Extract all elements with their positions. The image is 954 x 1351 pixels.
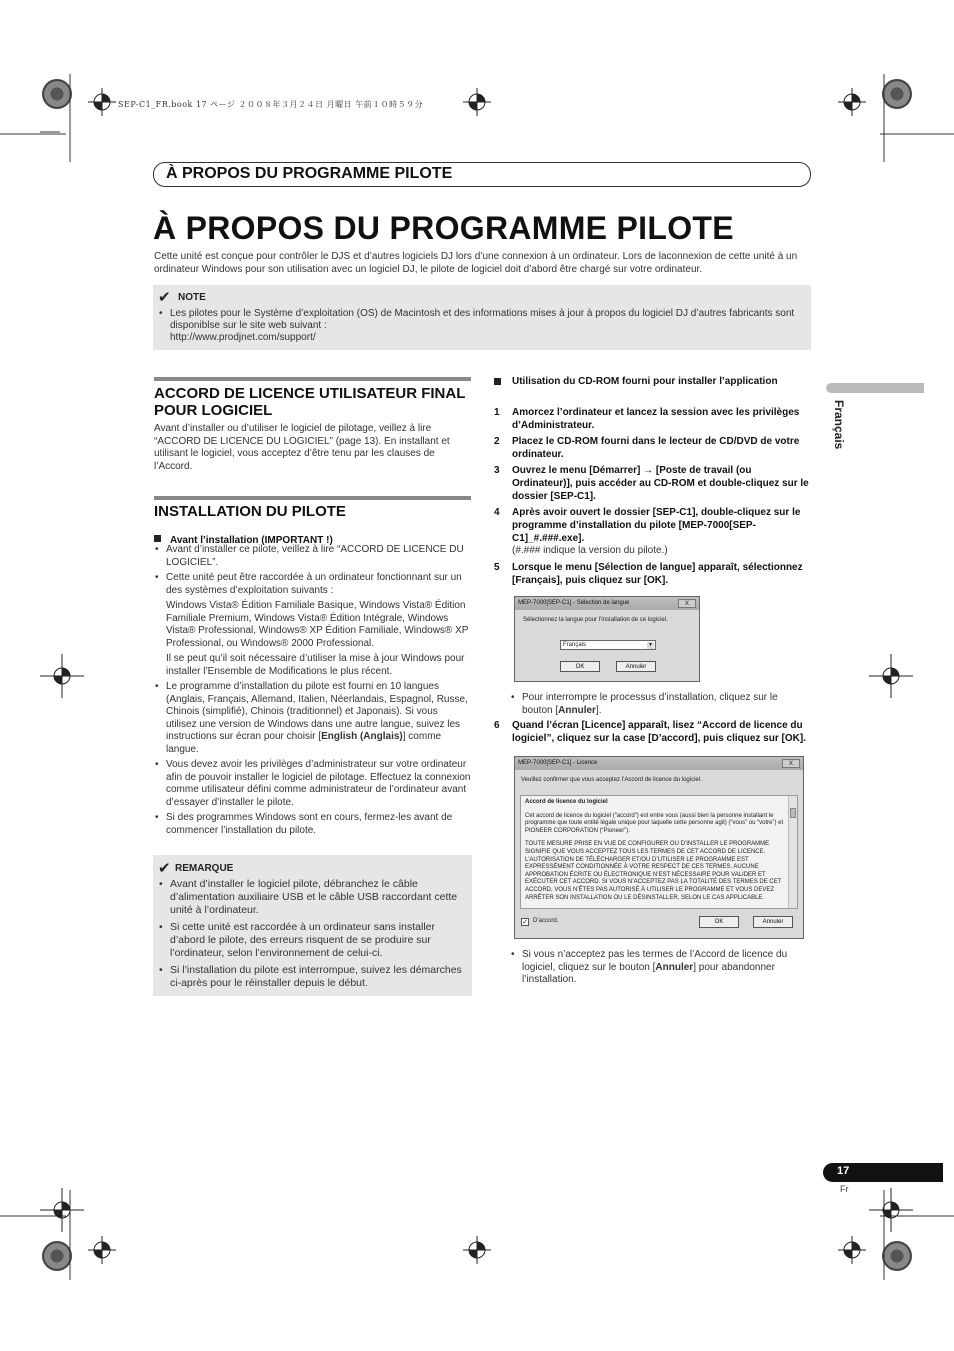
remark-label: REMARQUE [175, 863, 234, 874]
ok-button[interactable]: OK [699, 916, 739, 928]
step-4: 4 Après avoir ouvert le dossier [SEP-C1], double-cliquez sur le programme d’installation du pilote [MEP-7000[SEP-C1]_#.###.exe]. [494, 507, 801, 544]
check-icon: ✔ [158, 860, 171, 877]
cdrom-subhead: Utilisation du CD-ROM fourni pour installer l’application [494, 375, 810, 389]
agree-label: D’accord. [533, 918, 559, 924]
square-bullet-icon [494, 378, 501, 385]
note-label: NOTE [178, 292, 206, 303]
support-url: http://www.prodjnet.com/support/ [170, 332, 316, 343]
list-item: • Le programme d’installation du pilote est fourni en 10 langues (Anglais, Français, Allemand, Italien, Néerlandais, Espagnol, Russe, Chinois (simplifié), Chinois (traditionnel) et Japonais). Si vous utilisez une version de Windows dans une autre langue, suivez les instructions sur écran pour choisir [English (Anglais)] comme langue. [155, 681, 471, 756]
close-button[interactable]: X [782, 759, 800, 768]
os-note: Il se peut qu’il soit nécessaire d’utiliser la mise à jour Windows pour installer l’Ensemble de Modifications le plus récent. [166, 653, 465, 677]
note-text: Les pilotes pour le Système d’exploitation (OS) de Macintosh et des informations mises à jour à propos du logiciel DJ d’autres fabricants sont disponiblse sur le site web suivant : [170, 308, 795, 331]
steps-1-5 [494, 406, 812, 587]
step-5-note: • Pour interrompre le processus d’installation, cliquez sur le bouton [Annuler]. [511, 692, 811, 717]
ok-button[interactable]: OK [560, 661, 600, 672]
dialog-title: MEP-7000[SEP-C1] - Sélection de langue [515, 597, 699, 610]
step-2: 2 Placez le CD-ROM fourni dans le lecteur de CD/DVD de votre ordinateur. [494, 436, 800, 460]
language-tab [832, 400, 846, 470]
install-list [155, 544, 471, 837]
close-button[interactable]: X [678, 599, 696, 608]
section-rule [154, 377, 471, 381]
cancel-button[interactable]: Annuler [753, 916, 793, 928]
os-list: Windows Vista® Édition Familiale Basique, Windows Vista® Édition Familiale Premium, Windows Vista® Édition Intégrale, Windows Vista® Professional, Windows® XP Édition Familiale, Windows® XP Professional, ou Windows® 2000 Professional. [166, 600, 469, 649]
licence-body: Avant d’installer ou d’utiliser le logiciel de pilotage, veillez à lire “ACCORD DE LICENCE DU LOGICIEL” (page 13). En installant et utilisant le logiciel, vous acceptez d’être tenu par les clauses de l’Accord. [154, 423, 450, 472]
language-dialog [514, 596, 700, 682]
section-rule [154, 496, 471, 500]
section-header [153, 162, 811, 187]
chevron-down-icon: ▼ [648, 642, 653, 648]
note-box [153, 285, 811, 350]
dialog-prompt: Sélectionnez la langue pour l’installation de ce logiciel. [523, 617, 668, 623]
step-6-note: • Si vous n’acceptez pas les termes de l’Accord de licence du logiciel, cliquez sur le bouton [Annuler] pour abandonner l’installation. [511, 949, 811, 987]
file-header: SEP-C1_FR.book 17 ページ ２００８年３月２４日 月曜日 午前１０時５９分 [118, 100, 424, 109]
install-subhead: Avant l’installation (IMPORTANT !) [154, 530, 333, 548]
note-bullet [159, 308, 799, 344]
remark-item: • Si cette unité est raccordée à un ordinateur sans installer d’abord le pilote, des erreurs risquent de se produire sur l’ordinateur, selon l’environnement de celui-ci. [159, 921, 464, 960]
step-5: 5 Lorsque le menu [Sélection de langue] apparaît, sélectionnez [Français], puis cliquez sur [OK]. [494, 561, 803, 586]
square-bullet-icon [154, 535, 161, 542]
remark-box [153, 855, 472, 996]
licence-text-area[interactable] [520, 795, 798, 909]
language-tab-bar [826, 383, 924, 393]
page-number-tab [823, 1163, 943, 1182]
intro-paragraph: Cette unité est conçue pour contrôler le DJS et d’autres logiciels DJ lors d’une connexion à un ordinateur. Lors de laconnexion de cette unité à un ordinateur Windows pour son utilisation avec un logiciel DJ, le pilote de logiciel doit d’abord être chargé sur votre ordinateur. [154, 251, 798, 275]
step-4-note: (#.### indique la version du pilote.) [512, 545, 668, 556]
cancel-button[interactable]: Annuler [616, 661, 656, 672]
agree-checkbox[interactable]: ✓ [522, 919, 528, 926]
list-item: • Si des programmes Windows sont en cours, fermez-les avant de commencer l’installation du pilote. [155, 812, 471, 837]
licence-heading: ACCORD DE LICENCE UTILISATEUR FINAL POUR LOGICIEL [154, 385, 466, 419]
scrollbar[interactable] [788, 796, 797, 908]
install-heading: INSTALLATION DU PILOTE [154, 503, 346, 520]
licence-heading: Accord de licence du logiciel [525, 799, 608, 805]
remark-item: • Si l’installation du pilote est interrompue, suivez les démarches ci-après pour le réinstaller depuis le début. [159, 964, 464, 990]
step-3: 3 Ouvrez le menu [Démarrer] → [Poste de travail (ou Ordinateur)], puis accéder au CD-ROM et double-cliquez sur le dossier [SEP-C1]. [494, 465, 809, 502]
step-1: 1 Amorcez l’ordinateur et lancez la session avec les privilèges d’Administrateur. [494, 407, 800, 431]
language-tab-label: Français [832, 400, 846, 450]
page-number: 17 [837, 1165, 850, 1177]
step-6: 6 Quand l’écran [Licence] apparaît, lisez “Accord de licence du logiciel”, cliquez sur la case [D’accord], puis cliquez sur [OK]. [494, 720, 806, 744]
list-item: • Vous devez avoir les privilèges d’administrateur sur votre ordinateur afin de pouvoir installer le logiciel de pilotage. Effectuez la connexion comme utilisateur défini comme administrateur de l’ordinateur avant d’essayer d’installer le pilote. [155, 759, 471, 809]
dialog-prompt: Veuillez confirmer que vous acceptez l’Accord de licence du logiciel. [521, 777, 702, 783]
remark-item: • Avant d’installer le logiciel pilote, débranchez le câble d’alimentation auxiliaire USB et le câble USB raccordant cette unité à l’ordinateur. [159, 878, 464, 917]
language-select[interactable]: Français ▼ [560, 640, 656, 650]
dialog-title: MEP-7000[SEP-C1] - Licence [515, 757, 803, 770]
list-item: • Cette unité peut être raccordée à un ordinateur fonctionnant sur un des systèmes d’exploitation suivants : Windows Vista® Édition Familiale Basique, Windows Vista® Édition Familiale Premium, Windows Vista® Édition Intégrale, Windows Vista® Professional, Windows® XP Édition Familiale, Windows® XP Professional, ou Windows® 2000 Professional. Il se peut qu’il soit nécessaire d’utiliser la mise à jour Windows pour installer l’Ensemble de Modifications le plus récent. [155, 572, 471, 678]
page-language: Fr [840, 1184, 849, 1194]
list-item: • Avant d’installer ce pilote, veillez à lire “ACCORD DE LICENCE DU LOGICIEL”. [155, 544, 471, 569]
page-title: À PROPOS DU PROGRAMME PILOTE [153, 210, 734, 246]
section-header-label: À PROPOS DU PROGRAMME PILOTE [166, 165, 453, 182]
check-icon: ✔ [158, 289, 171, 306]
licence-dialog [514, 756, 804, 939]
licence-para: TOUTE MESURE PRISE EN VUE DE CONFIGURER OU D’INSTALLER LE PROGRAMME SIGNIFIE QUE VOUS ACCEPTEZ TOUS LES TERMES DE CET ACCORD DE LICENCE. L’AUTORISATION DE TÉLÉCHARGER ET/OU D’UTILISER LE PROGRAMME EST EXPRESSÉMENT CONDITIONNÉE À VOTRE RESPECT DE CES TERMES. AUCUNE APPROBATION ÉCRITE OU ÉLECTRONIQUE N’EST NÉCESSAIRE POUR VALIDER ET EXÉCUTER CET ACCORD. SI VOUS N’ACCEPTEZ PAS LA TOTALITÉ DES TERMES DE CET ACCORD, VOUS N’ÊTES PAS AUTORISÉ À UTILISER LE PROGRAMME ET VOUS DEVEZ ARRÊTER SON INSTALLATION OU LE DÉSINSTALLER, SELON LE CAS APPLICABLE. [525, 841, 782, 901]
licence-para: Cet accord de licence du logiciel (“accord”) est entre vous (aussi bien la personne installant le programme que toute entité légale unique pour laquelle cette personne agit) (“vous” ou “votre”) et PIONEER CORPORATION (“Pioneer”). [525, 812, 784, 834]
